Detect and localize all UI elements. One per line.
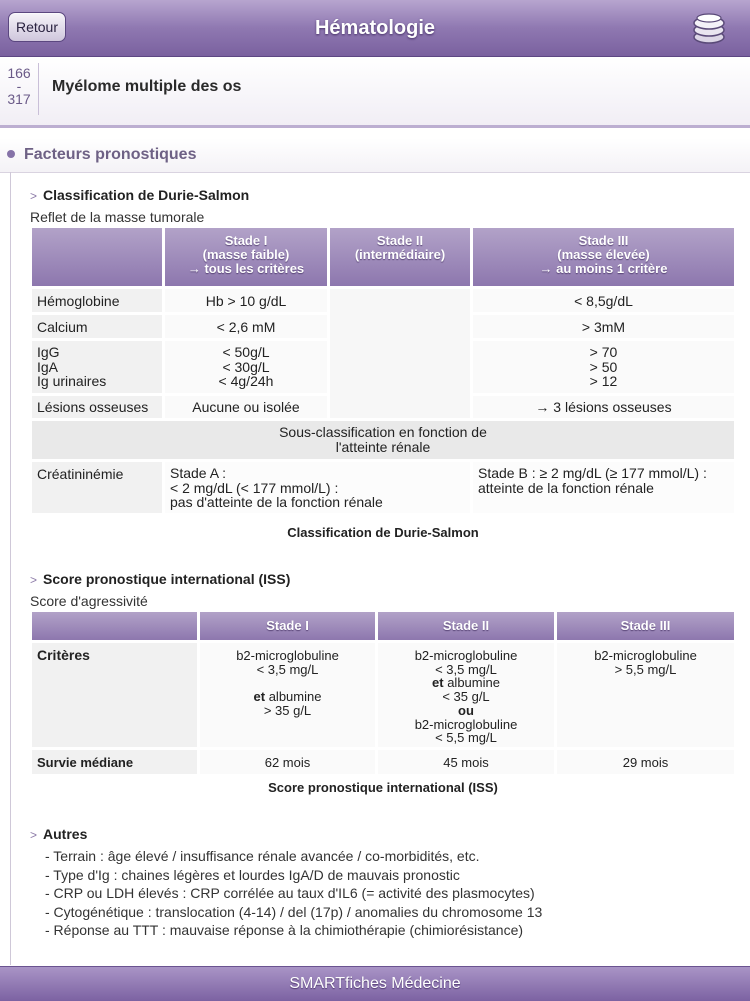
subclass-line2: l'atteinte rénale xyxy=(335,439,431,455)
list-item: - CRP ou LDH élevés : CRP corrélée au taux d'IL6 (= activité des plasmocytes) xyxy=(45,885,535,901)
row-label: Hémoglobine xyxy=(32,289,162,312)
footer-brand: SMARTfiches Médecine xyxy=(0,966,750,1001)
cell-stage3-ig xyxy=(473,341,734,393)
page-separator: - xyxy=(16,78,22,94)
table-row xyxy=(32,750,734,774)
durie-h2-line1: Stade II xyxy=(376,233,424,248)
iss-criteria-stage1 xyxy=(200,643,375,747)
value: < 50g/L xyxy=(222,344,270,360)
value: > 12 xyxy=(589,373,618,389)
value: b2-microglobuline xyxy=(414,716,518,732)
value: < 3,5 mg/L xyxy=(256,661,319,677)
iss-header-corner xyxy=(32,612,197,640)
durie-h3-line3: → au moins 1 critère xyxy=(539,261,668,276)
value: Stade B : ≥ 2 mg/dL (≥ 177 mmol/L) : xyxy=(478,465,707,481)
value: Stade A : xyxy=(170,465,227,481)
durie-h1-line3: → tous les critères xyxy=(187,261,305,276)
table-row xyxy=(32,462,734,513)
value: < 35 g/L xyxy=(442,689,490,705)
value: b2-microglobuline xyxy=(414,648,518,663)
cell-stage2-empty xyxy=(330,289,470,418)
iss-header-stage1: Stade I xyxy=(200,612,375,640)
subclass-line1: Sous-classification en fonction de xyxy=(279,424,487,440)
cell-stage1: < 2,6 mM xyxy=(165,315,327,338)
table-row xyxy=(32,421,734,459)
chevron-right-icon: > xyxy=(30,573,38,587)
iss-header-row xyxy=(32,612,734,640)
criteria-label: Critères xyxy=(32,643,197,747)
cell-stage-b xyxy=(473,462,734,513)
row-label: Lésions osseuses xyxy=(32,396,162,418)
cell-stage1-ig xyxy=(165,341,327,393)
autres-title xyxy=(30,826,87,842)
durie-title-text: Classification de Durie-Salmon xyxy=(43,187,250,203)
cell-stage1: Aucune ou isolée xyxy=(165,396,327,418)
value: < 3,5 mg/L xyxy=(435,661,497,677)
list-item: - Terrain : âge élevé / insuffisance rénale avancée / co-morbidités, etc. xyxy=(45,848,480,864)
page-total: 317 xyxy=(7,91,31,107)
section-header xyxy=(0,138,750,173)
value: b2-microglobuline xyxy=(594,648,697,663)
durie-header-stage3 xyxy=(473,228,734,286)
durie-h3-line1: Stade III xyxy=(578,233,629,248)
row-label-ig xyxy=(32,341,162,393)
value: b2-microglobuline xyxy=(236,648,339,663)
row-label-igu: Ig urinaires xyxy=(37,373,107,389)
value-or: ou xyxy=(458,702,474,718)
durie-note: Reflet de la masse tumorale xyxy=(30,209,205,225)
row-label: Créatininémie xyxy=(32,462,162,513)
value: > 50 xyxy=(589,358,618,375)
top-bar xyxy=(0,0,750,57)
cell-stage1: Hb > 10 g/dL xyxy=(165,289,327,312)
durie-header-stage1 xyxy=(165,228,327,286)
value-albumine: et albumine xyxy=(253,689,322,705)
iss-header-stage3: Stade III xyxy=(557,612,734,640)
durie-h1-line2: (masse faible) xyxy=(202,247,290,262)
iss-title xyxy=(30,571,290,587)
value: < 5,5 mg/L xyxy=(435,730,497,746)
row-label: Calcium xyxy=(32,315,162,338)
iss-criteria-stage3 xyxy=(557,643,734,747)
durie-caption: Classification de Durie-Salmon xyxy=(287,525,479,540)
durie-header-row xyxy=(32,228,734,286)
value: < 30g/L xyxy=(222,358,270,375)
durie-h1-line1: Stade I xyxy=(224,233,268,248)
section-title: Facteurs pronostiques xyxy=(24,146,197,163)
bullet-icon xyxy=(7,150,15,158)
value: < 4g/24h xyxy=(218,373,274,389)
value: > 35 g/L xyxy=(263,702,312,718)
row-label-iga: IgA xyxy=(37,358,59,375)
list-item: - Type d'Ig : chaines légères et lourdes IgA/D de mauvais pronostic xyxy=(45,866,460,883)
iss-criteria-stage2 xyxy=(378,643,554,747)
value: atteinte de la fonction rénale xyxy=(478,479,654,496)
value: > 5,5 mg/L xyxy=(614,661,677,677)
page-current: 166 xyxy=(7,65,31,81)
list-item: - Cytogénétique : translocation (4-14) / del (17p) / anomalies du chromosome 13 xyxy=(45,903,543,920)
database-icon[interactable] xyxy=(690,10,728,46)
chevron-right-icon: > xyxy=(30,828,38,842)
table-row xyxy=(32,643,734,747)
survival-stage3: 29 mois xyxy=(557,750,734,774)
cell-stage3: → 3 lésions osseuses xyxy=(473,396,734,418)
value: > 70 xyxy=(589,344,618,360)
value-albumine: et albumine xyxy=(432,675,500,691)
iss-caption: Score pronostique international (ISS) xyxy=(268,780,498,795)
durie-table xyxy=(29,225,737,516)
autres-title-text: Autres xyxy=(43,826,88,842)
subclassification-banner xyxy=(32,421,734,459)
iss-title-text: Score pronostique international (ISS) xyxy=(43,571,291,587)
page-counter xyxy=(4,67,34,106)
cell-stage3: < 8,5g/dL xyxy=(473,289,734,312)
survival-stage2: 45 mois xyxy=(378,750,554,774)
durie-h2-line2: (intermédiaire) xyxy=(354,247,446,262)
table-row xyxy=(32,289,734,312)
durie-title xyxy=(30,187,249,203)
spacer xyxy=(200,676,375,690)
row-label-igg: IgG xyxy=(37,344,60,360)
iss-note: Score d'agressivité xyxy=(30,593,148,609)
document-header xyxy=(0,57,750,128)
cell-stage-a xyxy=(165,462,470,513)
durie-header-corner xyxy=(32,228,162,286)
back-button[interactable]: Retour xyxy=(8,12,66,42)
durie-header-stage2 xyxy=(330,228,470,286)
page-title: Myélome multiple des os xyxy=(52,78,242,95)
value: < 2 mg/dL (< 177 mmol/L) : xyxy=(170,479,339,496)
autres-list xyxy=(45,847,542,940)
durie-h3-line2: (masse élevée) xyxy=(557,247,650,262)
cell-stage3: > 3mM xyxy=(473,315,734,338)
iss-table xyxy=(29,609,737,777)
survival-stage1: 62 mois xyxy=(200,750,375,774)
iss-header-stage2: Stade II xyxy=(378,612,554,640)
list-item: - Réponse au TTT : mauvaise réponse à la chimiothérapie (chimiorésistance) xyxy=(45,922,524,938)
chevron-right-icon: > xyxy=(30,189,38,203)
value: pas d'atteinte de la fonction rénale xyxy=(170,494,383,510)
survival-label: Survie médiane xyxy=(32,750,197,774)
divider xyxy=(38,63,39,115)
app-title: Hématologie xyxy=(314,17,436,39)
